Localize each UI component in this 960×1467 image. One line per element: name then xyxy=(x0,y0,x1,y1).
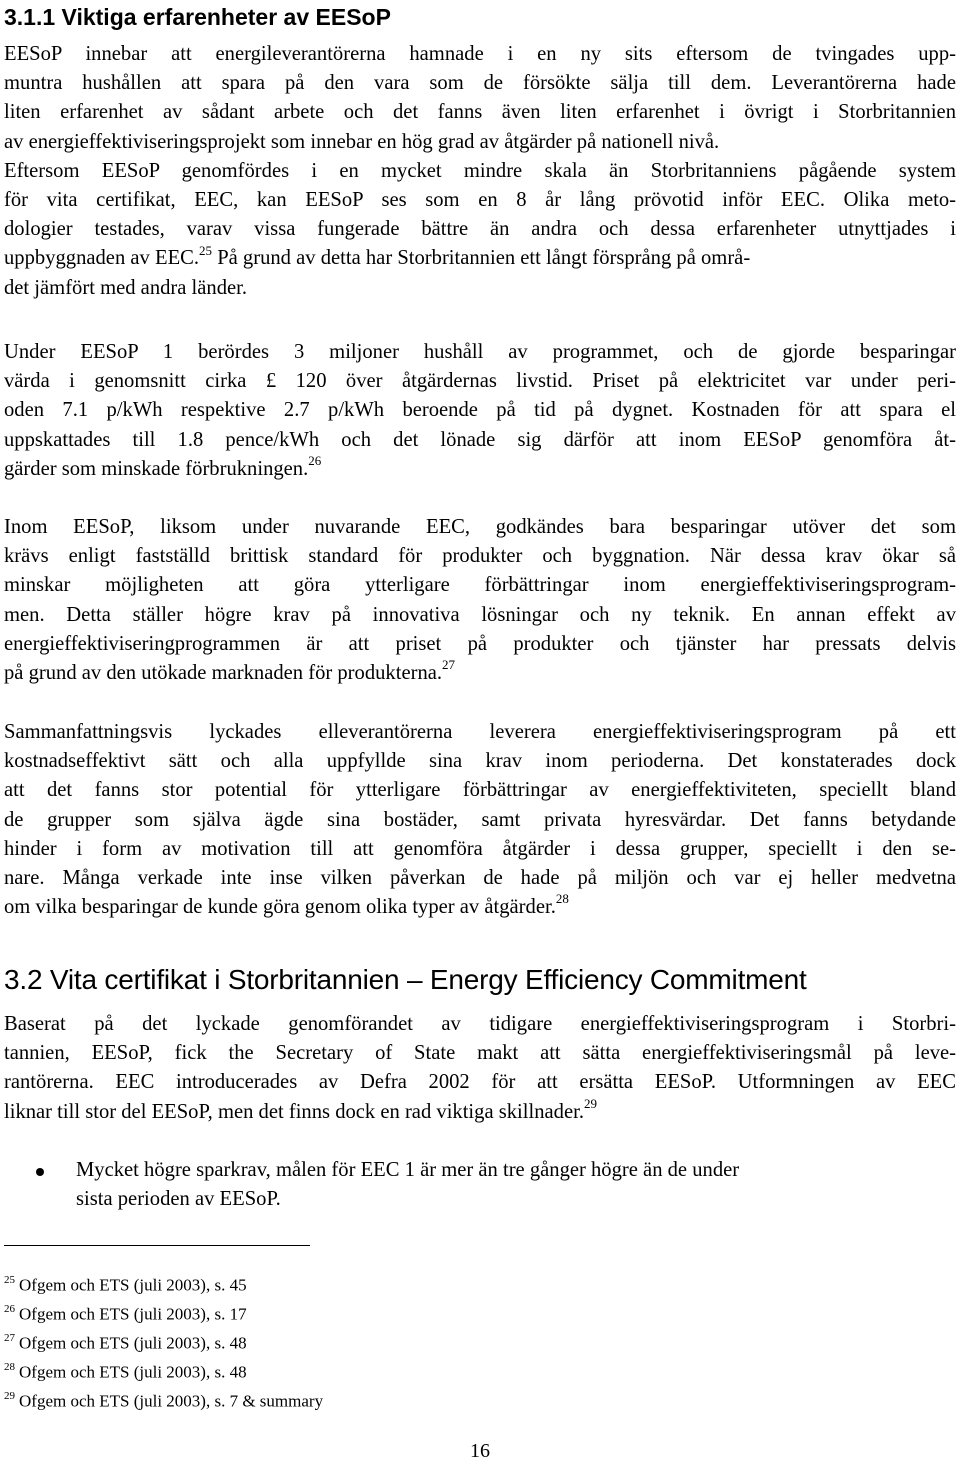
footnote-ref-26: 26 xyxy=(308,452,322,468)
text-line: men. Detta ställer högre krav på innovativa lösningar och ny teknik. En annan effekt av xyxy=(4,603,956,626)
text-line: muntra hushållen att spara på den vara som de försökte sälja till dem. Leverantörerna hade xyxy=(4,72,956,95)
bullet-icon xyxy=(36,1168,44,1176)
text-line: hinder i form av motivation till att genomföra åtgärder i dessa grupper, speciellt i den se- xyxy=(4,837,956,860)
footnote-item xyxy=(4,1269,323,1298)
text-line: värda i genomsnitt cirka £ 120 över åtgärdernas livstid. Priset på elektricitet var under peri- xyxy=(4,370,956,393)
text-line xyxy=(4,1095,956,1127)
text-line: för vita certifikat, EEC, kan EESoP ses som en 8 år lång prövotid inför EEC. Olika meto- xyxy=(4,189,956,212)
footnote-item xyxy=(4,1298,323,1327)
text-line: tannien, EESoP, fick the Secretary of State makt att sätta energieffektiviseringsmål på leve- xyxy=(4,1042,956,1065)
paragraph-eesop1-results xyxy=(4,338,956,484)
footnote-list xyxy=(4,1269,323,1414)
text-line: Inom EESoP, liksom under nuvarande EEC, godkändes bara besparingar utöver det som xyxy=(4,516,956,538)
text-line: Baserat på det lyckade genomförandet av tidigare energieffektiviseringsprogram i Storbri- xyxy=(4,1013,956,1035)
text-segment: på grund av den utökade marknaden för produkterna. xyxy=(4,662,443,685)
footnote-ref-25: 25 xyxy=(199,242,213,258)
text-line: dologier testades, varav vissa fungerade bättre än andra och dessa erfarenheter utnyttjades i xyxy=(4,218,956,241)
text-segment: På grund av detta har Storbritannien ett långt försprång på områ- xyxy=(217,247,751,270)
footnote-item xyxy=(4,1356,323,1385)
text-segment: liknar till stor del EESoP, men det finns dock en rad viktiga skillnader. xyxy=(4,1100,584,1123)
section-heading-3-1-1: 3.1.1 Viktiga erfarenheter av EESoP xyxy=(4,4,391,30)
paragraph-eec-intro xyxy=(4,1010,956,1127)
text-line: Sammanfattningsvis lyckades elleverantörerna leverera energieffektiviseringsprogram på ett xyxy=(4,721,956,743)
bullet-text xyxy=(76,1156,936,1214)
paragraph-eesop-experience xyxy=(4,40,956,303)
footnote-text: Ofgem och ETS (juli 2003), s. 45 xyxy=(19,1275,247,1295)
footnote-text: Ofgem och ETS (juli 2003), s. 17 xyxy=(19,1304,247,1324)
text-line: det jämfört med andra länder. xyxy=(4,276,248,299)
footnote-ref-28: 28 xyxy=(555,891,569,907)
text-line: liten erfarenhet av sådant arbete och det fanns även liten erfarenhet i övrigt i Storbritannien xyxy=(4,101,956,124)
text-line: oden 7.1 p/kWh respektive 2.7 p/kWh beroende på tid på dygnet. Kostnaden för att spara el xyxy=(4,399,956,422)
text-line: uppskattades till 1.8 pence/kWh och det lönade sig därför att inom EESoP genomföra åt- xyxy=(4,428,956,451)
text-line: Mycket högre sparkrav, målen för EEC 1 är mer än tre gånger högre än de under xyxy=(76,1159,740,1181)
text-line: sista perioden av EESoP. xyxy=(76,1188,281,1211)
text-line xyxy=(4,244,956,273)
text-segment: gärder som minskade förbrukningen. xyxy=(4,457,309,480)
footnote-number: 27 xyxy=(4,1331,15,1344)
text-line: rantörerna. EEC introducerades av Defra 2002 för att ersätta EESoP. Utformningen av EEC xyxy=(4,1071,956,1094)
footnote-number: 25 xyxy=(4,1274,15,1286)
footnote-number: 29 xyxy=(4,1389,15,1402)
footnote-item xyxy=(4,1385,323,1414)
footnote-ref-29: 29 xyxy=(583,1095,597,1111)
footnote-separator xyxy=(4,1245,310,1246)
footnote-ref-27: 27 xyxy=(442,657,456,673)
footnote-item xyxy=(4,1327,323,1356)
text-line xyxy=(4,659,956,688)
text-line: nare. Många verkade inte inse vilken påverkan de hade på miljön och var ej heller medvetna xyxy=(4,867,956,890)
text-line: krävs enligt fastställd brittisk standard för produkter och byggnation. När dessa krav ökar så xyxy=(4,545,956,568)
footnote-text: Ofgem och ETS (juli 2003), s. 48 xyxy=(19,1333,247,1353)
paragraph-standards xyxy=(4,513,956,688)
text-line xyxy=(4,452,956,484)
text-line: att det fanns stor potential för ytterligare förbättringar av energieffektiviteten, speciellt bland xyxy=(4,779,956,802)
page-number: 16 xyxy=(470,1440,490,1462)
text-line: EESoP innebar att energileverantörerna hamnade i en ny sits eftersom de tvingades upp- xyxy=(4,43,956,65)
footnote-number: 26 xyxy=(4,1302,15,1315)
text-line: de grupper som själva ägde sina bostäder, samt privata hyresvärdar. Det fanns betydande xyxy=(4,808,956,831)
text-line: energieffektiviseringprogrammen är att priset på produkter och tjänster har pressats delvis xyxy=(4,632,956,655)
text-line xyxy=(4,893,956,922)
text-segment: uppbyggnaden av EEC. xyxy=(4,247,200,270)
text-line: Under EESoP 1 berördes 3 miljoner hushåll av programmet, och de gjorde besparingar xyxy=(4,341,956,363)
footnote-text: Ofgem och ETS (juli 2003), s. 48 xyxy=(19,1362,247,1382)
footnote-text: Ofgem och ETS (juli 2003), s. 7 & summary xyxy=(19,1391,324,1411)
footnote-number: 28 xyxy=(4,1360,15,1373)
paragraph-summary xyxy=(4,718,956,922)
text-line: Eftersom EESoP genomfördes i en mycket mindre skala än Storbritanniens pågående system xyxy=(4,159,956,182)
section-heading-3-2: 3.2 Vita certifikat i Storbritannien – Energy Efficiency Commitment xyxy=(4,964,807,995)
text-line: kostnadseffektivt sätt och alla uppfyllde sina krav inom perioderna. Det konstaterades dock xyxy=(4,750,956,773)
text-line: minskar möjligheten att göra ytterligare förbättringar inom energieffektiviseringsprogram- xyxy=(4,574,956,597)
text-segment: om vilka besparingar de kunde göra genom olika typer av åtgärder. xyxy=(4,896,556,919)
text-line: av energieffektiviseringsprojekt som innebar en hög grad av åtgärder på nationell nivå. xyxy=(4,130,720,153)
